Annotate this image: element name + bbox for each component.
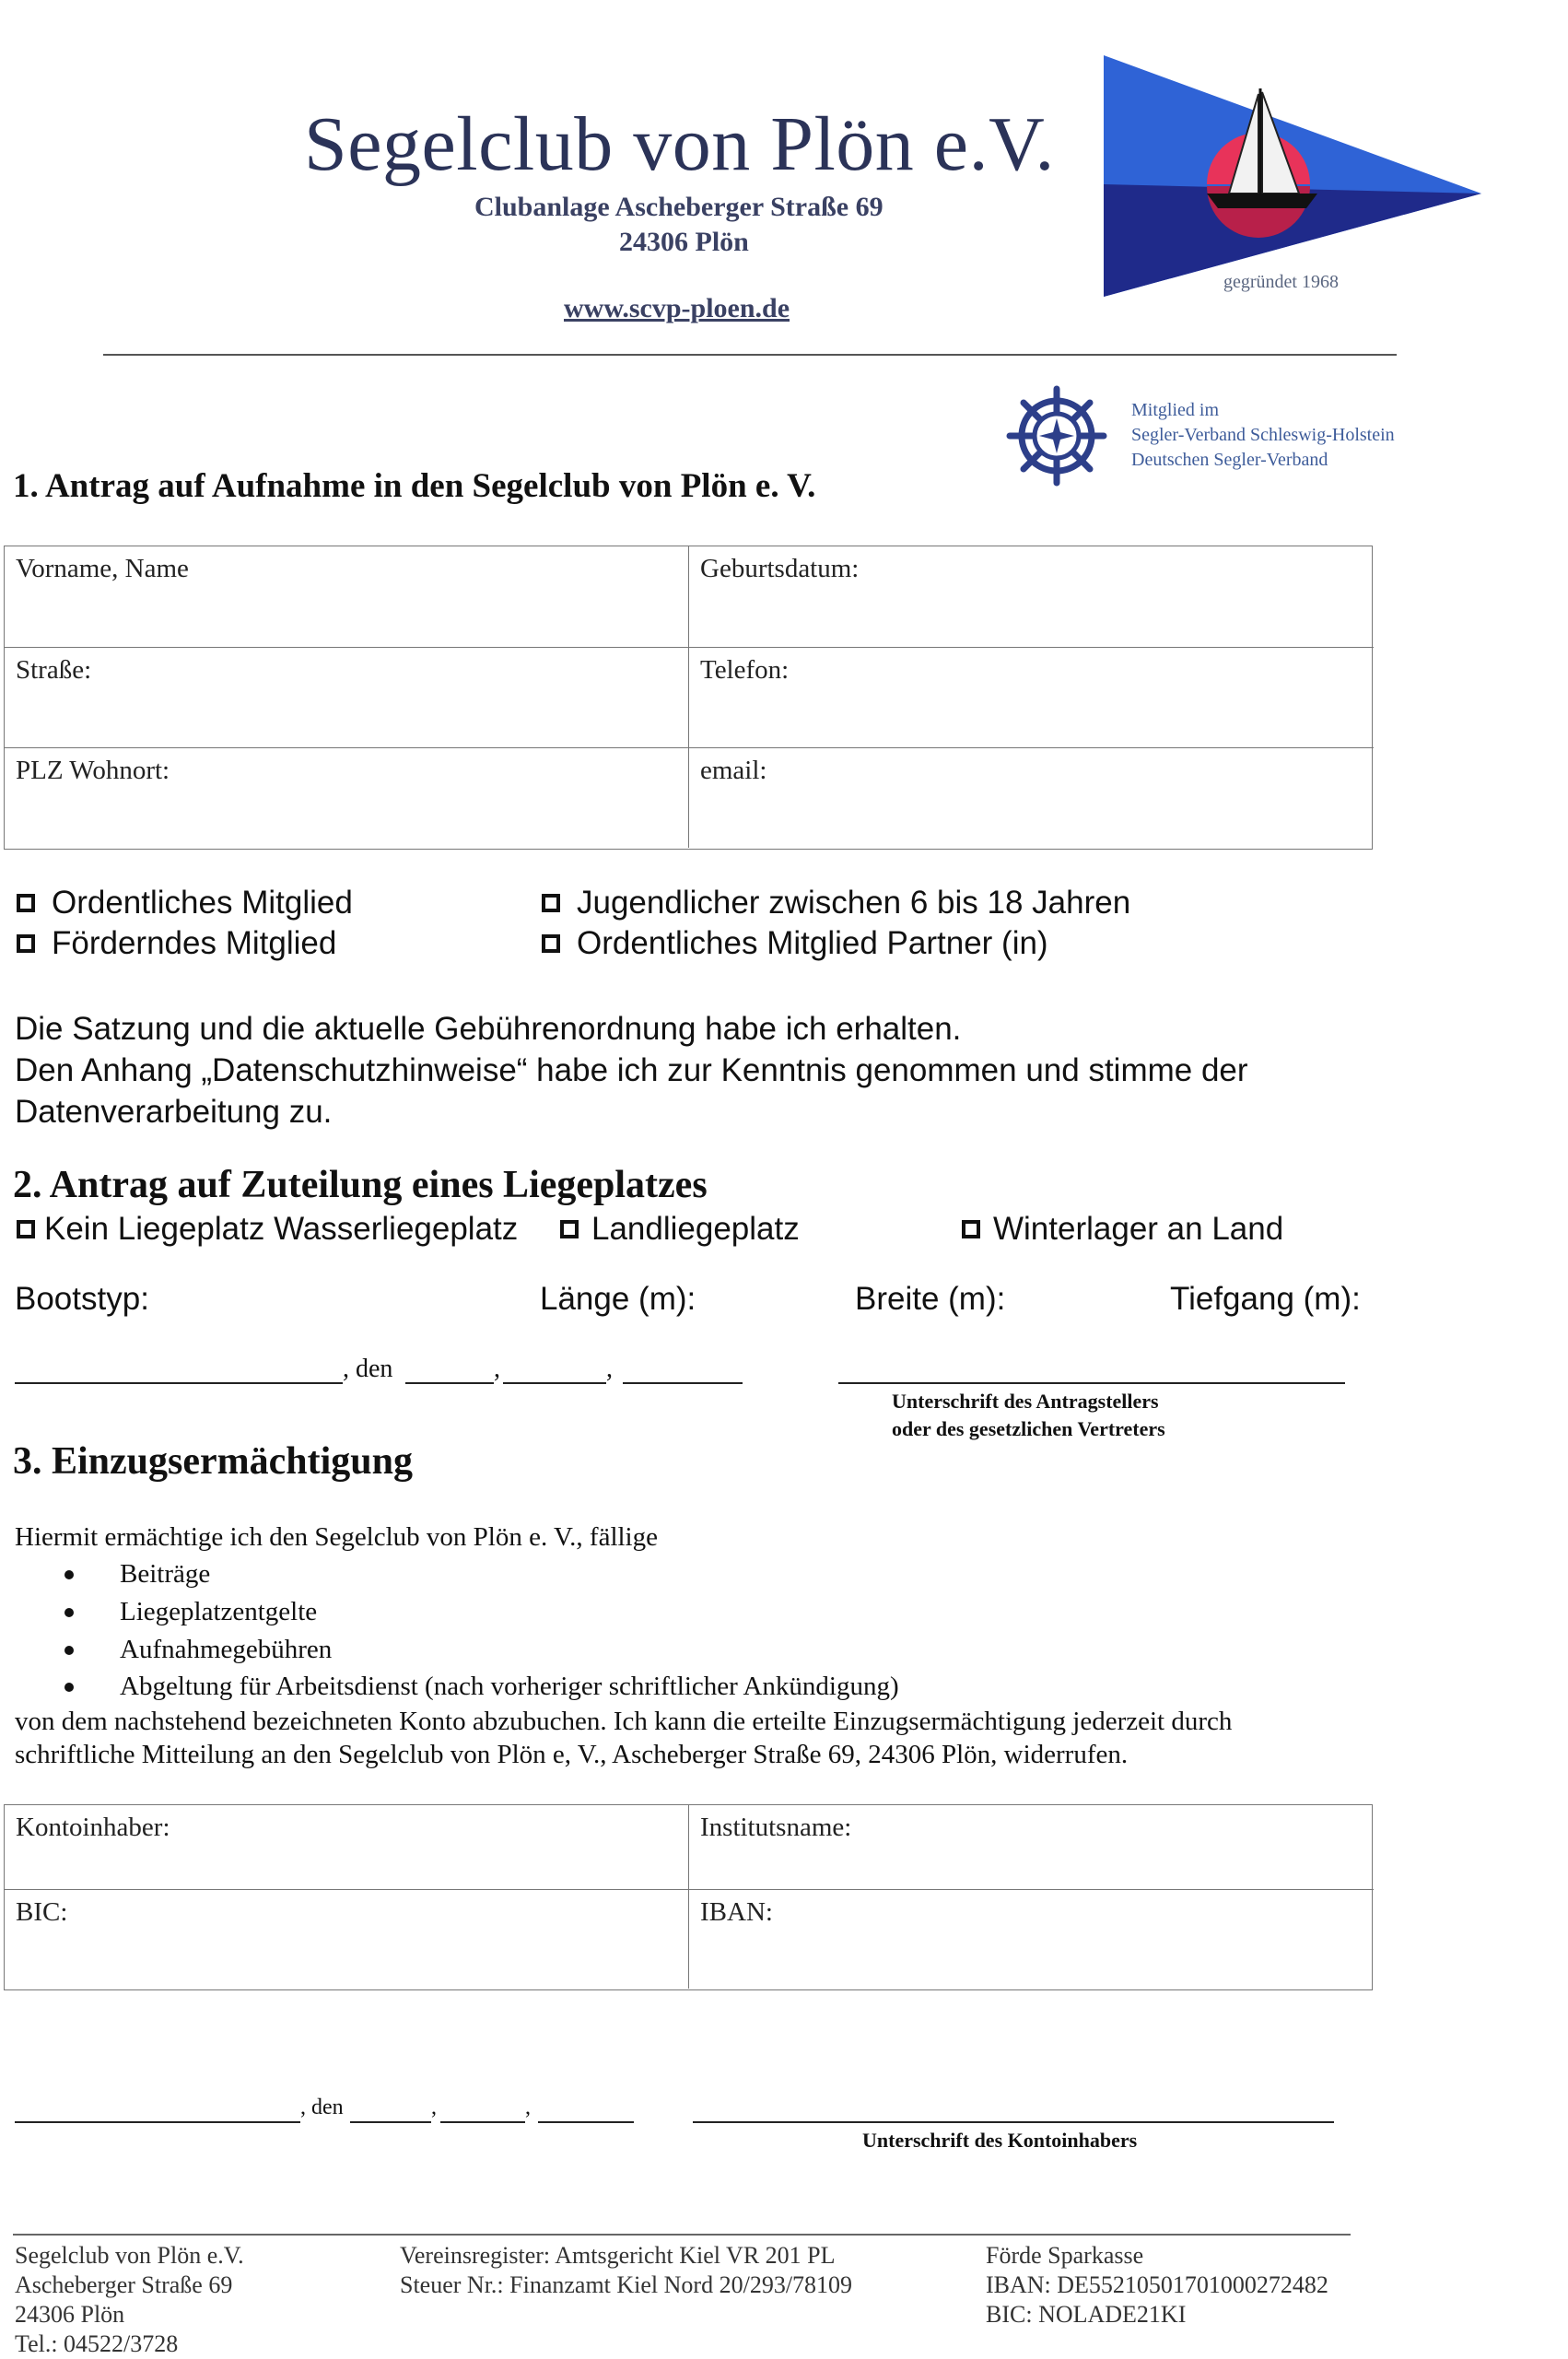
den-label: , den [343,1355,393,1383]
option-label: Winterlager an Land [993,1211,1284,1247]
membership-info [1131,398,1395,473]
boat-length-label: Länge (m): [540,1281,696,1317]
birthdate-field[interactable] [689,546,1374,648]
boat-width-label: Breite (m): [855,1281,1006,1317]
applicant-signature-caption [892,1388,1165,1443]
zip-city-field[interactable] [5,748,689,848]
club-city: 24306 Plön [619,227,749,257]
bullet-item [64,1597,317,1627]
bank-data-table [4,1804,1373,1990]
footer-line: Vereinsregister: Amtsgericht Kiel VR 201 PL [400,2242,836,2269]
institute-name-field[interactable] [689,1805,1374,1890]
year-line[interactable] [538,2121,634,2123]
option-label: Jugendlicher zwischen 6 bis 18 Jahren [577,885,1131,921]
footer-line: 24306 Plön [15,2301,125,2328]
name-label: Vorname, Name [16,554,189,583]
club-website-link[interactable]: www.scvp-ploen.de [564,293,790,323]
ships-wheel-logo [1006,385,1107,487]
applicant-signature-line[interactable] [838,1382,1345,1384]
footer-line: Steuer Nr.: Finanzamt Kiel Nord 20/293/78109 [400,2271,853,2298]
option-regular-member[interactable] [17,885,353,921]
option-label: Ordentliches Mitglied Partner (in) [577,925,1048,961]
founded-year: gegründet 1968 [1223,272,1339,292]
institute-name-label: Institutsname: [700,1813,852,1842]
section3-title: 3. Einzugsermächtigung [13,1440,414,1483]
footer-line: Ascheberger Straße 69 [15,2271,233,2298]
account-holder-field[interactable] [5,1805,689,1890]
account-holder-label: Kontoinhaber: [16,1813,170,1842]
street-label: Straße: [16,655,92,685]
checkbox[interactable] [17,934,35,953]
iban-field[interactable] [689,1890,1374,1989]
boat-type-label: Bootstyp: [15,1281,149,1317]
option-land-berth[interactable] [560,1211,800,1248]
option-no-berth-water-berth[interactable] [17,1211,518,1248]
mandate-intro: Hiermit ermächtige ich den Segelclub von Plön e. V., fällige [15,1522,658,1552]
phone-label: Telefon: [700,655,790,685]
bullet-dot [64,1570,74,1579]
bullet-dot [64,1683,74,1692]
footer-line: IBAN: DE55210501701000272482 [986,2271,1328,2298]
bullet-item [64,1672,899,1702]
outro-line: von dem nachstehend bezeichneten Konto abzubuchen. Ich kann die erteilte Einzugsermächtigung jederzeit durch [15,1707,1233,1736]
name-field[interactable] [5,546,689,648]
month-line[interactable] [440,2121,525,2123]
option-label: Förderndes Mitglied [52,925,337,961]
bic-label: BIC: [16,1897,68,1927]
email-label: email: [700,756,767,785]
section1-title: 1. Antrag auf Aufnahme in den Segelclub von Plön e. V. [13,467,816,505]
membership-line: Segler-Verband Schleswig-Holstein [1131,425,1395,445]
bullet-item [64,1559,210,1590]
phone-field[interactable] [689,648,1374,748]
year-line[interactable] [623,1382,743,1384]
checkbox[interactable] [962,1220,980,1238]
membership-line: Deutschen Segler-Verband [1131,450,1328,470]
club-name: Segelclub von Plön e.V. [304,101,1055,187]
option-label: Ordentliches Mitglied [52,885,353,921]
bullet-text: Aufnahmegebühren [120,1635,333,1664]
bic-field[interactable] [5,1890,689,1989]
checkbox[interactable] [542,934,560,953]
outro-line: schriftliche Mitteilung an den Segelclub von Plön e, V., Ascheberger Straße 69, 24306 Plön, widerrufen. [15,1740,1129,1769]
option-label: Landliegeplatz [591,1211,800,1247]
boat-draft-label: Tiefgang (m): [1170,1281,1361,1317]
checkbox[interactable] [542,894,560,912]
den-label: , den [300,2095,344,2119]
statement-text [15,1008,1248,1133]
caption-line: Unterschrift des Antragstellers [892,1390,1159,1413]
day-line[interactable] [350,2121,431,2123]
place-line[interactable] [15,1382,343,1384]
club-pennant-logo [1104,55,1481,304]
email-field[interactable] [689,748,1374,848]
birthdate-label: Geburtsdatum: [700,554,860,583]
header-divider [103,354,1397,356]
statement-line: Die Satzung und die aktuelle Gebührenordnung habe ich erhalten. [15,1011,962,1047]
comma-label: , [431,2095,437,2119]
option-youth-member[interactable] [542,885,1130,921]
zip-city-label: PLZ Wohnort: [16,756,170,785]
checkbox[interactable] [560,1220,579,1238]
account-holder-signature-line[interactable] [693,2121,1334,2123]
bullet-dot [64,1646,74,1655]
personal-data-table [4,546,1373,850]
street-field[interactable] [5,648,689,748]
mandate-outro [15,1705,1232,1771]
statement-line: Datenverarbeitung zu. [15,1094,333,1130]
checkbox[interactable] [17,1220,35,1238]
option-supporting-member[interactable] [17,925,336,962]
bullet-item [64,1635,332,1665]
bullet-text: Liegeplatzentgelte [120,1597,318,1626]
iban-label: IBAN: [700,1897,773,1927]
option-partner-member[interactable] [542,925,1048,962]
footer-divider [13,2234,1351,2236]
comma-label: , [494,1355,500,1383]
comma-label: , [606,1355,613,1383]
caption-line: oder des gesetzlichen Vertreters [892,1417,1165,1440]
bullet-dot [64,1608,74,1617]
comma-label: , [525,2095,531,2119]
option-label: Kein Liegeplatz Wasserliegeplatz [44,1211,519,1247]
footer-line: Tel.: 04522/3728 [15,2330,179,2357]
statement-line: Den Anhang „Datenschutzhinweise“ habe ich zur Kenntnis genommen und stimme der [15,1052,1248,1088]
membership-line: Mitglied im [1131,400,1219,420]
bullet-text: Beiträge [120,1559,211,1589]
bullet-text: Abgeltung für Arbeitsdienst (nach vorheriger schriftlicher Ankündigung) [120,1672,899,1701]
option-winter-storage[interactable] [962,1211,1283,1248]
month-line[interactable] [503,1382,606,1384]
club-address: Clubanlage Ascheberger Straße 69 [474,192,883,222]
footer-line: Förde Sparkasse [986,2242,1144,2269]
footer-registry [400,2241,852,2300]
checkbox[interactable] [17,894,35,912]
footer-line: BIC: NOLADE21KI [986,2301,1187,2328]
footer-club-address [15,2241,244,2359]
footer-line: Segelclub von Plön e.V. [15,2242,244,2269]
place-line[interactable] [15,2121,300,2123]
day-line[interactable] [405,1382,494,1384]
footer-bank [986,2241,1328,2330]
account-holder-signature-caption: Unterschrift des Kontoinhabers [862,2129,1138,2152]
section2-title: 2. Antrag auf Zuteilung eines Liegeplatzes [13,1164,708,1206]
